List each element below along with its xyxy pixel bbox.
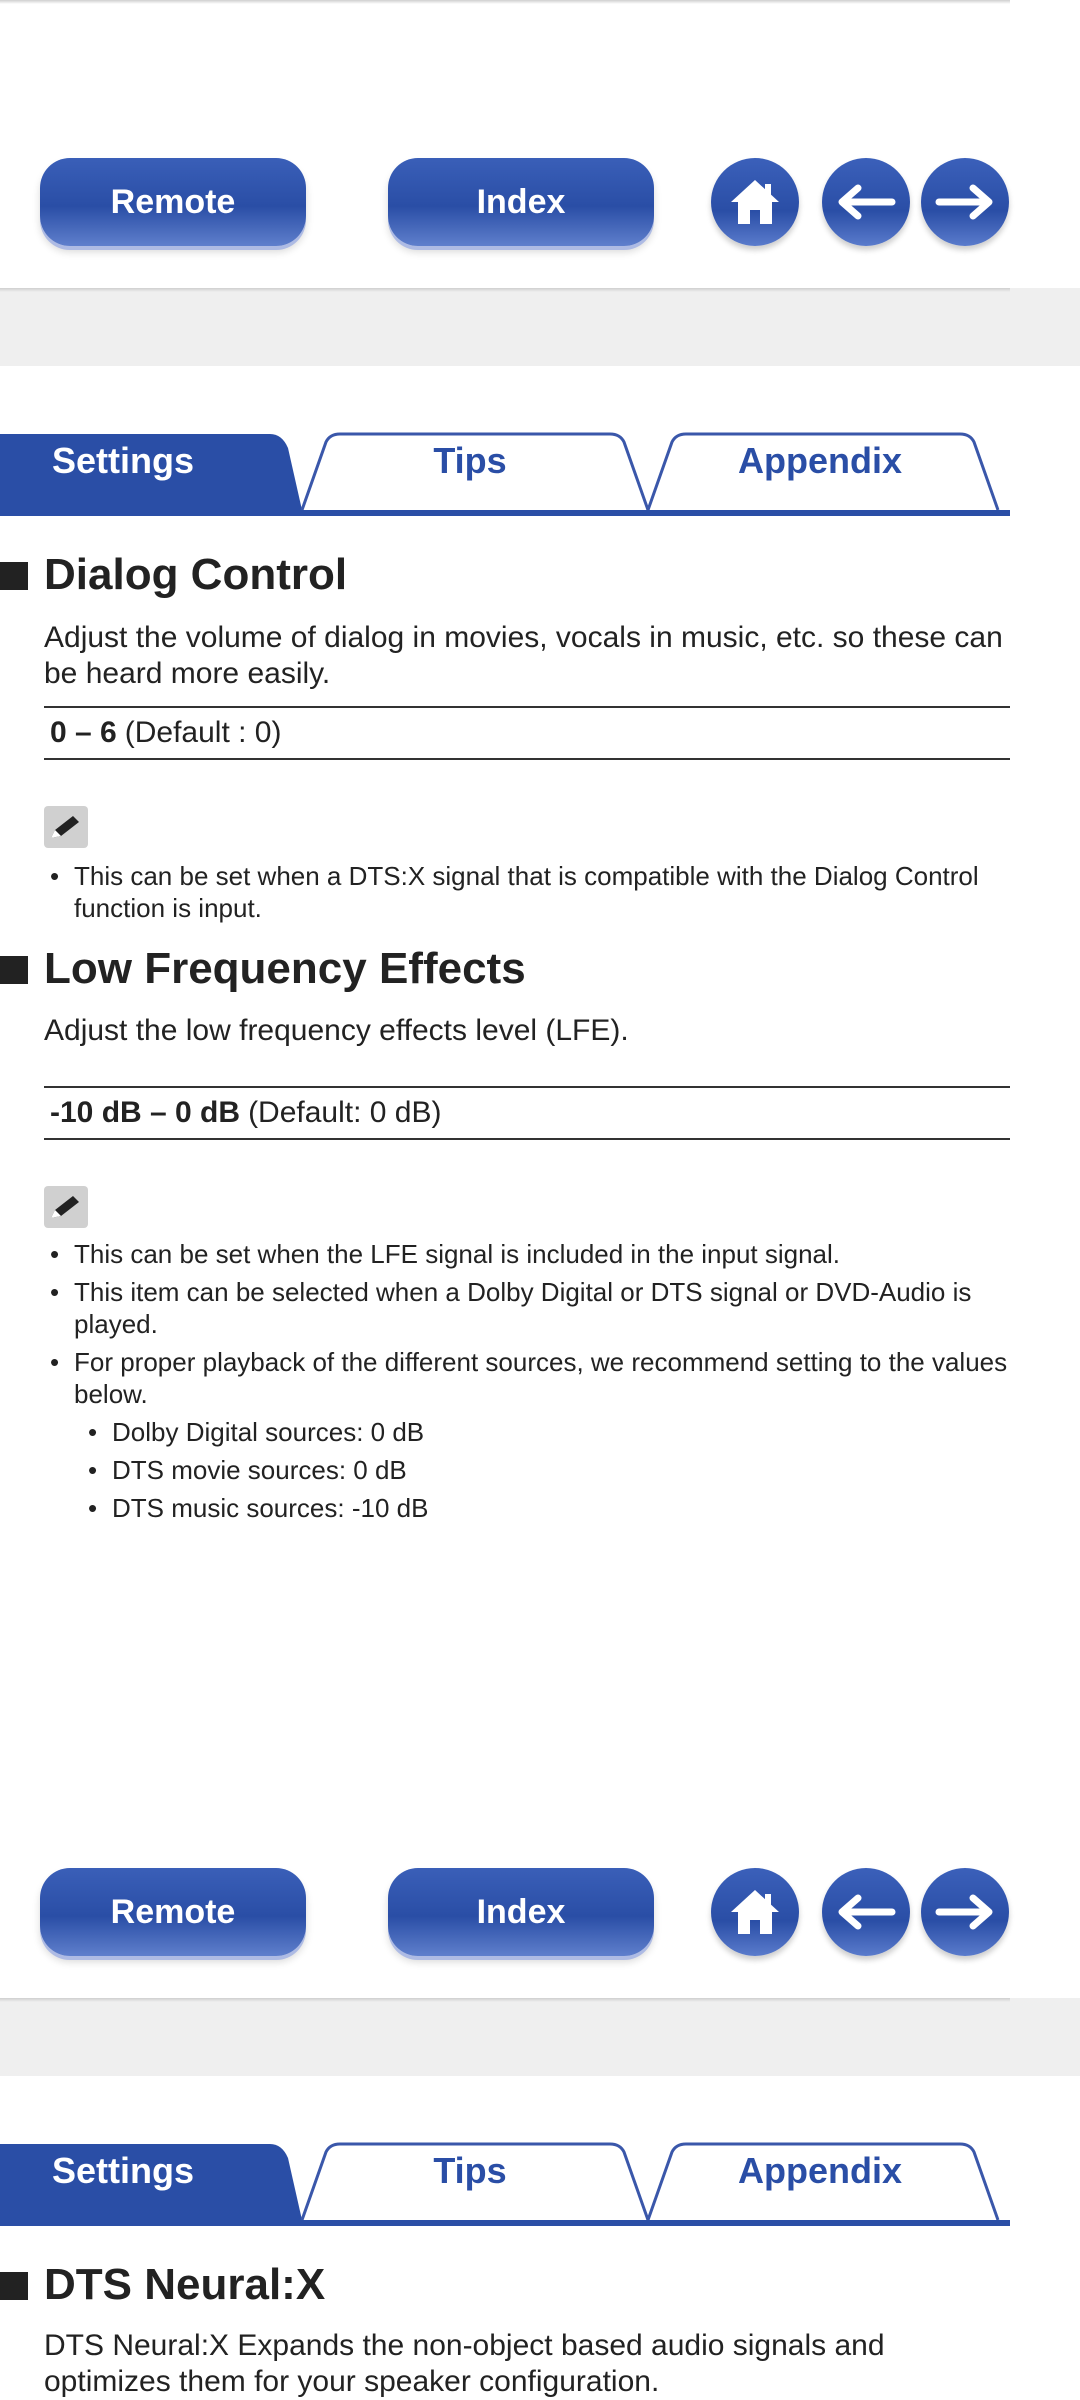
home-icon — [725, 172, 785, 232]
remote-button[interactable]: Remote — [40, 158, 306, 246]
forward-button[interactable] — [921, 1868, 1009, 1956]
heading-square-icon — [0, 2272, 28, 2300]
back-button[interactable] — [822, 158, 910, 246]
lfe-range-value: -10 dB – 0 dB — [50, 1096, 241, 1129]
dialog-control-default: (Default : 0) — [124, 716, 282, 749]
note-item: • This item can be selected when a Dolby Digital or DTS signal or DVD-Audio is played. — [44, 1276, 1014, 1340]
arrow-left-icon — [834, 1892, 898, 1932]
arrow-left-icon — [834, 182, 898, 222]
tab-appendix[interactable]: Appendix — [737, 2150, 902, 2191]
page-separator — [0, 288, 1080, 366]
dialog-control-range-value: 0 – 6 — [50, 716, 117, 749]
nav-bar-bottom — [0, 1868, 1080, 1968]
note-item: • This can be set when the LFE signal is included in the input signal. — [44, 1238, 1014, 1270]
tab-settings[interactable]: Settings — [51, 440, 194, 481]
note-item: • This can be set when a DTS:X signal that is compatible with the Dialog Control function is input. — [44, 860, 1014, 924]
index-button[interactable]: Index — [388, 1868, 654, 1956]
lfe-default: (Default: 0 dB) — [248, 1096, 442, 1129]
nav-bar-top — [0, 158, 1080, 258]
tab-tips[interactable]: Tips — [433, 440, 507, 481]
sub-note-item: • DTS movie sources: 0 dB — [44, 1454, 1014, 1486]
dialog-control-range — [44, 706, 1010, 760]
note-item: • For proper playback of the different sources, we recommend setting to the values below. — [44, 1346, 1014, 1410]
remote-button[interactable]: Remote — [40, 1868, 306, 1956]
page-separator-shadow — [0, 288, 1010, 292]
lfe-title: Low Frequency Effects — [44, 944, 526, 993]
note-pencil-icon — [44, 1186, 88, 1228]
dialog-control-description: Adjust the volume of dialog in movies, vocals in music, etc. so these can be heard more easily. — [44, 621, 1003, 690]
page-top-shadow — [0, 0, 1010, 4]
dialog-control-title: Dialog Control — [44, 550, 348, 599]
arrow-right-icon — [933, 182, 997, 222]
lfe-notes — [44, 1238, 1014, 1530]
lfe-range — [44, 1086, 1010, 1140]
neural-x-title: DTS Neural:X — [44, 2260, 326, 2309]
heading-square-icon — [0, 956, 28, 984]
tab-appendix[interactable]: Appendix — [737, 440, 902, 481]
dialog-control-notes — [44, 860, 1014, 930]
home-icon — [725, 1882, 785, 1942]
note-pencil-icon — [44, 806, 88, 848]
back-button[interactable] — [822, 1868, 910, 1956]
section-tabs-top — [0, 430, 1010, 516]
sub-note-item: • Dolby Digital sources: 0 dB — [44, 1416, 1014, 1448]
neural-x-description: DTS Neural:X Expands the non-object based audio signals and optimizes them for your speaker configuration. — [44, 2329, 885, 2398]
home-button[interactable] — [711, 1868, 799, 1956]
page-separator — [0, 1998, 1080, 2076]
heading-square-icon — [0, 562, 28, 590]
forward-button[interactable] — [921, 158, 1009, 246]
section-tabs-bottom — [0, 2140, 1010, 2226]
tab-settings[interactable]: Settings — [51, 2150, 194, 2191]
tab-tips[interactable]: Tips — [433, 2150, 507, 2191]
sub-note-item: • DTS music sources: -10 dB — [44, 1492, 1014, 1524]
arrow-right-icon — [933, 1892, 997, 1932]
page-separator-shadow — [0, 1998, 1010, 2002]
lfe-description: Adjust the low frequency effects level (LFE). — [44, 1014, 629, 1047]
home-button[interactable] — [711, 158, 799, 246]
index-button[interactable]: Index — [388, 158, 654, 246]
